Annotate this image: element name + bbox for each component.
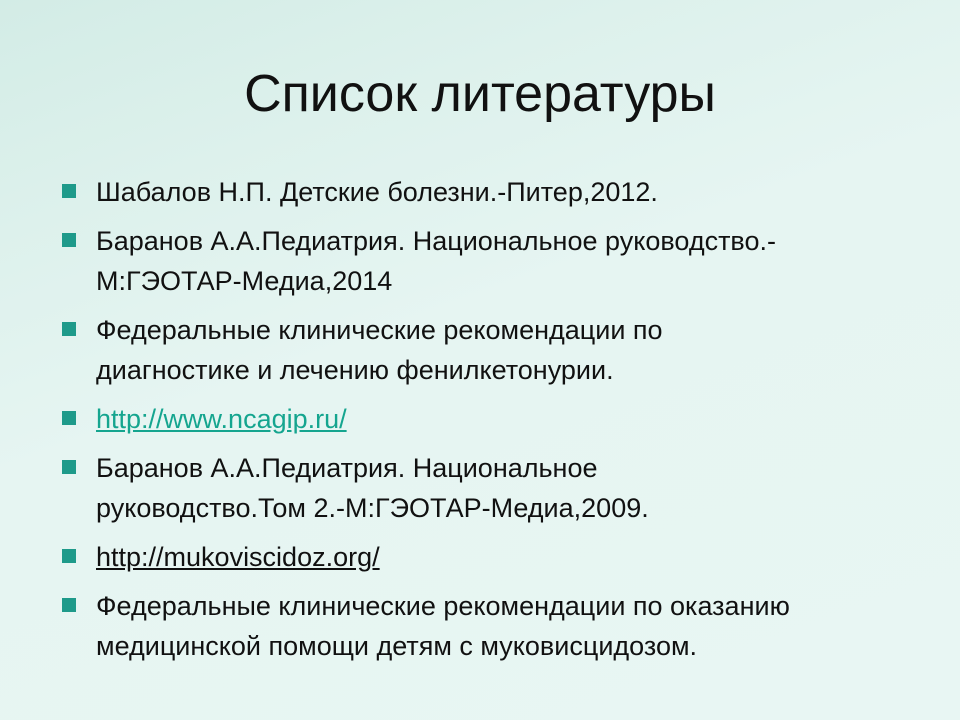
square-bullet-icon [62, 549, 76, 563]
reference-link-mukoviscidoz[interactable]: http://mukoviscidoz.org/ [96, 542, 380, 572]
list-item [58, 221, 896, 301]
square-bullet-icon [62, 184, 76, 198]
reference-text: Баранов А.А.Педиатрия. Национальное руководство.Том 2.-М:ГЭОТАР-Медиа,2009. [96, 453, 649, 523]
square-bullet-icon [62, 460, 76, 474]
reference-text: Федеральные клинические рекомендации по диагностике и лечению фенилкетонурии. [96, 315, 663, 385]
list-item [58, 172, 918, 212]
list-item [58, 537, 918, 577]
square-bullet-icon [62, 322, 76, 336]
list-item [58, 586, 796, 666]
reference-text: Шабалов Н.П. Детские болезни.-Питер,2012. [96, 177, 658, 207]
reference-text: Федеральные клинические рекомендации по оказанию медицинской помощи детям с муковисцидозом. [96, 591, 790, 661]
list-item [58, 310, 796, 390]
reference-link-ncagip[interactable]: http://www.ncagip.ru/ [96, 404, 347, 434]
reference-list [58, 172, 918, 675]
square-bullet-icon [62, 233, 76, 247]
reference-text: Баранов А.А.Педиатрия. Национальное руководство.-М:ГЭОТАР-Медиа,2014 [96, 226, 776, 296]
square-bullet-icon [62, 598, 76, 612]
square-bullet-icon [62, 411, 76, 425]
list-item [58, 448, 786, 528]
slide-title: Список литературы [244, 65, 716, 123]
list-item [58, 399, 918, 439]
